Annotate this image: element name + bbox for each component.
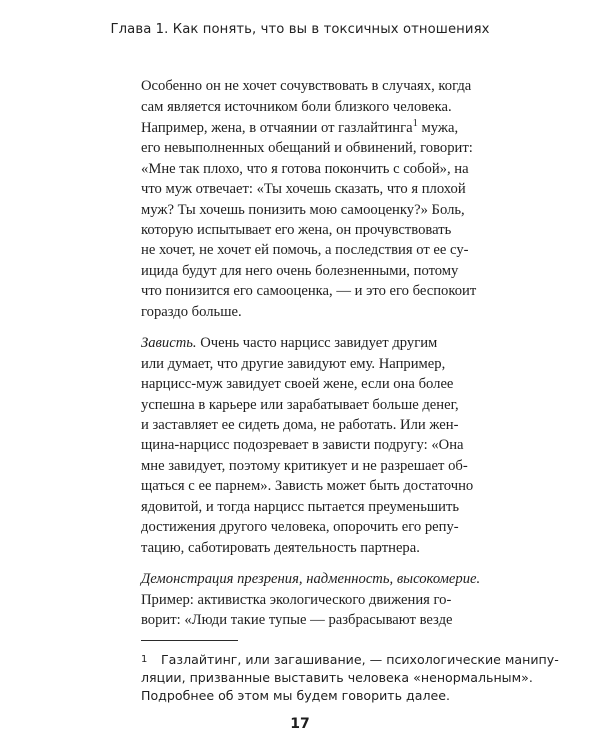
text-line: муж? Ты хочешь понизить мою самооценку?» Боль,	[141, 201, 465, 218]
text-line: или думает, что другие завидуют ему. Например,	[141, 355, 446, 372]
text-line: нарцисс-муж завидует своей жене, если она более	[141, 376, 454, 393]
running-header: Глава 1. Как понять, что вы в токсичных отношениях	[110, 22, 490, 37]
footnote-marker: 1	[141, 654, 148, 665]
text-line: ядовитой, и тогда нарцисс пытается преуменьшить	[141, 498, 460, 515]
text-line: достижения другого человека, опорочить его репу-	[141, 519, 459, 536]
text-fragment: мужа,	[421, 119, 459, 136]
footnote-line: ляции, призванные выставить человека «ненормальным».	[141, 670, 533, 685]
footnote-divider	[141, 640, 238, 641]
text-line: не хочет, не хочет ей помочь, а последствия от ее су-	[141, 242, 469, 259]
text-fragment: Например, жена, в отчаянии от газлайтинга	[141, 119, 413, 136]
text-line: и заставляет ее сидеть дома, не работать. Или жен-	[141, 417, 459, 433]
text-line: ворит: «Люди такие тупые — разбрасывают везде	[141, 612, 453, 628]
text-line: Пример: активистка экологического движения го-	[141, 591, 452, 608]
text-fragment: Очень часто нарцисс завидует другим	[196, 335, 438, 352]
text-line	[141, 117, 459, 137]
text-line: сам является источником боли близкого человека.	[141, 99, 452, 116]
italic-term: Зависть.	[141, 335, 197, 352]
footnote-reference[interactable]: 1	[412, 117, 418, 129]
italic-term: Демонстрация презрения, надменность, высокомерие.	[141, 571, 481, 588]
text-line: «Мне так плохо, что я готова покончить с собой», на	[141, 160, 469, 177]
text-line: ицида будут для него очень болезненными, потому	[141, 262, 459, 279]
text-line: мне завидует, поэтому критикует и не разрешает об-	[141, 457, 468, 474]
text-line: его невыполненных обещаний и обвинений, говорит:	[141, 140, 473, 157]
text-line: Особенно он не хочет сочувствовать в случаях, когда	[141, 78, 472, 94]
text-line: тацию, саботировать деятельность партнера.	[141, 539, 420, 556]
text-line: гораздо больше.	[141, 303, 242, 320]
text-line	[141, 571, 480, 588]
text-line: что понизится его самооценка, — и это его беспокоит	[141, 283, 477, 300]
text-fragment: Газлайтинг, или загашивание, — психологические манипу-	[161, 652, 559, 667]
text-line: которую испытывает его жена, он прочувствовать	[141, 221, 452, 238]
footnote-line	[141, 651, 559, 668]
footnote-line: Подробнее об этом мы будем говорить далее.	[141, 688, 451, 703]
page-number: 17	[290, 716, 310, 732]
text-line	[141, 335, 437, 352]
text-line: успешна в карьере или зарабатывает больше денег,	[141, 396, 459, 413]
text-line: щина-нарцисс подозревает в зависти подругу: «Она	[141, 437, 464, 454]
text-line: что муж отвечает: «Ты хочешь сказать, что я плохой	[141, 181, 466, 197]
text-line: щаться с ее парнем». Зависть может быть достаточно	[141, 478, 474, 495]
